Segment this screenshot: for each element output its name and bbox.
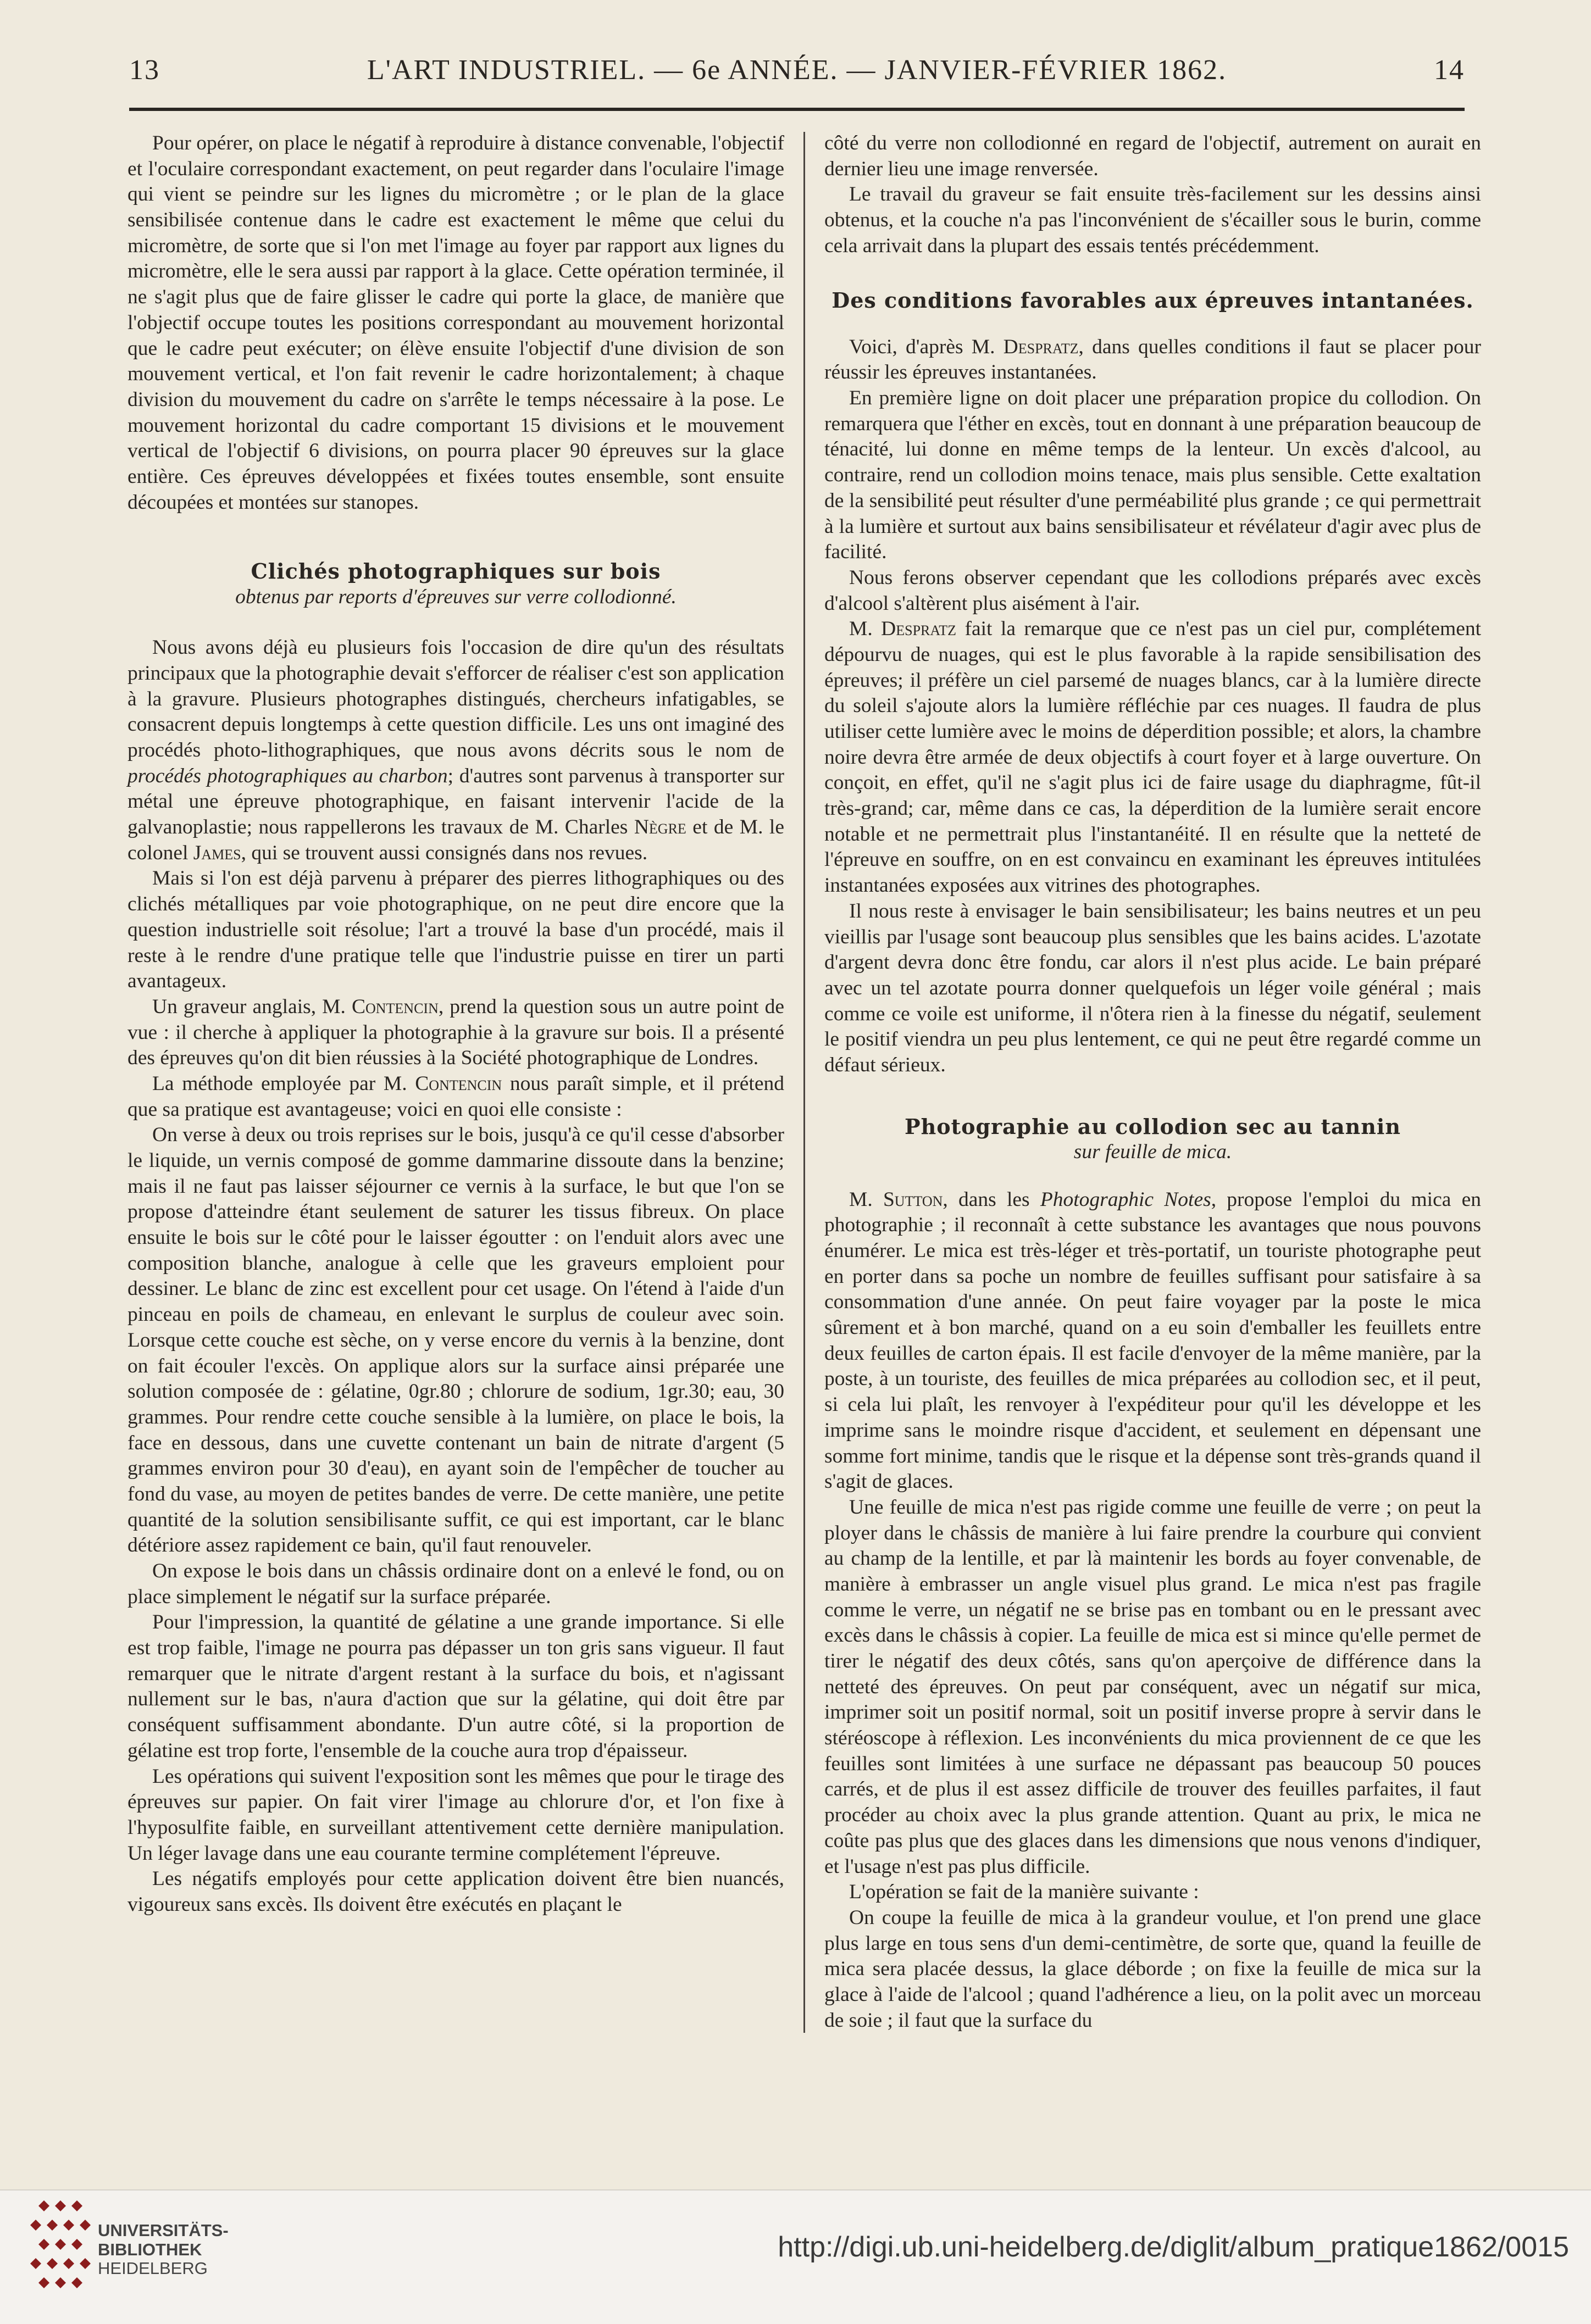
italic-term: procédés photographiques au charbon xyxy=(127,764,448,787)
person-name: Despratz xyxy=(1003,335,1079,358)
paragraph: Voici, d'après M. Despratz, dans quelles conditions il faut se placer pour réussir les épreuves instantanées. xyxy=(824,335,1482,384)
left-column xyxy=(127,131,784,1918)
paragraph: Le travail du graveur se fait ensuite très-facilement sur les dessins ainsi obtenus, et la couche n'a pas l'inconvénient de s'écailler sous le burin, comme cela arrivait dans la plupart des essais tentés précédemment. xyxy=(824,183,1481,257)
paragraph: Nous ferons observer cependant que les collodions préparés avec excès d'alcool s'altèrent plus aisément à l'air. xyxy=(824,566,1481,615)
section-title: Des conditions favorables aux épreuves intantanées. xyxy=(831,288,1474,313)
paragraph: Une feuille de mica n'est pas rigide comme une feuille de verre ; on peut la ployer dans le châssis de manière à lui faire prendre la courbure qui convient au champ de la lentille, et par là maintenir les bords au foyer convenable, de manière à embrasser un angle visuel plus grand. Le mica n'est pas fragile comme le verre, un négatif ne se brise pas en tombant ou en le pressant avec excès dans le châssis à copier. La feuille de mica est si mince qu'elle permet de tirer le négatif des deux côtés, sans qu'on aperçoive de différence dans la netteté des épreuves. On peut par conséquent, avec un négatif sur mica, imprimer soit un positif normal, soit un positif inverse propre à servir dans le stéréoscope à réflexion. Les inconvénients du mica proviennent de ce que les feuilles sont limitées à une surface ne dépassant pas beaucoup 50 pouces carrés, et de plus il est assez difficile de trouver des feuilles parfaites, il faut procéder au choix avec la plus grande attention. Quant au prix, le mica ne coûte pas plus que des glaces dans les dimensions que nous venons d'indiquer, et l'usage n'est pas plus difficile. xyxy=(824,1495,1481,1878)
column-divider xyxy=(803,132,805,2033)
paragraph: Un graveur anglais, M. Contencin, prend la question sous un autre point de vue : il cherche à appliquer la photographie à la gravure sur bois. Il a présenté des épreuves qu'on dit bien réussies à la Société photographique de Londres. xyxy=(127,995,784,1070)
section-subtitle: obtenus par reports d'épreuves sur verre collodionné. xyxy=(235,585,677,608)
paragraph: M. Despratz fait la remarque que ce n'est pas un ciel pur, complétement dépourvu de nuages, qui est le plus favorable à la rapide sensibilisation des épreuves; il préfère un ciel parsemé de nuages blancs, car à la lumière directe du soleil s'ajoute alors la lumière réfléchie par ces nuages. Il faudra de plus utiliser cette lumière avec le moins de déperdition possible; et alors, la chambre noire devra être armée de deux objectifs à court foyer et à large ouverture. On conçoit, en effet, qu'il ne s'agit plus ici de faire usage du diaphragme, fût-il très-grand; car, même dans ce cas, la déperdition de la lumière serait encore notable et ne permettrait plus l'instantanéité. Il en résulte que la netteté de l'épreuve en souffre, on en est convaincu en examinant les épreuves intitulées instantanées exposées aux vitrines des photographes. xyxy=(824,618,1482,897)
person-name: Contencin xyxy=(415,1072,502,1095)
section-subtitle: sur feuille de mica. xyxy=(1073,1140,1232,1163)
header-rule xyxy=(129,108,1465,111)
person-name: Contencin xyxy=(351,995,439,1018)
italic-term: Photographic Notes xyxy=(1040,1188,1211,1211)
paragraph: On verse à deux ou trois reprises sur le bois, jusqu'à ce qu'il cesse d'absorber le liquide, un vernis composé de gomme dammarine dissoute dans la benzine; mais il ne faut pas laisser séjourner ce vernis à la surface, le but que l'on se propose d'atteindre étant seulement de saturer les tissus fibreux. On place ensuite le bois sur le côté pour le laisser égoutter : on l'enduit alors avec une composition blanche, analogue à celle que les graveurs emploient pour dessiner. Le blanc de zinc est excellent pour cet usage. On l'étend à l'aide d'un pinceau en poils de chameau, en enlevant le surplus de couleur avec soin. Lorsque cette couche est sèche, on y verse encore du vernis à la benzine, dont on fait écouler l'excès. On applique alors sur la surface ainsi préparée une solution composée de : gélatine, 0gr.80 ; chlorure de sodium, 1gr.30; eau, 30 grammes. Pour rendre cette couche sensible à la lumière, on place le bois, la face en dessous, dans une cuvette contenant un bain de nitrate d'argent (5 grammes environ pour 30 d'eau), en ayant soin de l'empêcher de toucher au fond du vase, au moyen de petites bandes de verre. De cette manière, une petite quantité de la solution sensibilisante suffit, ce qui est important, car le blanc détériore assez rapidement ce bain, qu'il faut renouveler. xyxy=(127,1124,784,1557)
right-column xyxy=(824,131,1481,2033)
section-title: Clichés photographiques sur bois xyxy=(251,559,661,584)
running-header xyxy=(129,48,1465,93)
paragraph: On coupe la feuille de mica à la grandeur voulue, et l'on prend une glace plus large en tous sens d'un demi-centimètre, de sorte que, quand la feuille de mica sera placée dessus, la glace déborde ; on fixe la feuille de mica sur la glace à l'aide de l'alcool ; quand l'adhérence a lieu, on la polit avec un morceau de soie ; il faut que la surface du xyxy=(824,1906,1481,2032)
paragraph: Les négatifs employés pour cette application doivent être bien nuancés, vigoureux sans excès. Ils doivent être exécutés en plaçant le xyxy=(127,1867,784,1916)
paragraph: En première ligne on doit placer une préparation propice du collodion. On remarquera que l'éther en excès, tout en donnant à une préparation beaucoup de ténacité, lui donne en même temps de la lenteur. Un excès d'alcool, au contraire, rend un collodion moins tenace, mais plus sensible. Cette exaltation de la sensibilité peut résulter d'une perméabilité plus grande ; ce qui permettrait à la lumière et surtout aux bains sensibilisateur et révélateur d'agir avec plus de facilité. xyxy=(824,387,1481,564)
paragraph: Mais si l'on est déjà parvenu à préparer des pierres lithographiques ou des clichés métalliques par voie photographique, on ne peut dire encore que la question industrielle soit résolue; l'art a trouvé la base d'un procédé, mais il reste à le rendre d'une pratique telle que l'industrie puisse en tirer un parti avantageux. xyxy=(127,867,784,993)
source-url-link[interactable]: http://digi.ub.uni-heidelberg.de/diglit/album_pratique1862/0015 xyxy=(778,2231,1569,2263)
person-name: James xyxy=(193,841,241,864)
paragraph: La méthode employée par M. Contencin nous paraît simple, et il prétend que sa pratique est avantageuse; voici en quoi elle consiste : xyxy=(127,1072,784,1121)
paragraph: Pour l'impression, la quantité de gélatine a une grande importance. Si elle est trop faible, l'image ne pourra pas dépasser un ton gris sans vigueur. Il faut remarquer que le nitrate d'argent restant à la surface du bois, et n'agissant nullement sur le bas, n'aura d'action que sur la gélatine, qui doit être par conséquent suffisamment abondante. D'un autre côté, si la proportion de gélatine est trop forte, l'ensemble de la couche aura trop d'épaisseur. xyxy=(127,1611,784,1762)
section-title: Photographie au collodion sec au tannin xyxy=(905,1114,1401,1139)
paragraph: côté du verre non collodionné en regard de l'objectif, autrement on aurait en dernier lieu une image renversée. xyxy=(824,132,1481,180)
page-number-left: 13 xyxy=(129,54,160,86)
paragraph: On expose le bois dans un châssis ordinaire dont on a enlevé le fond, ou on place simplement le négatif sur la surface préparée. xyxy=(127,1560,784,1608)
paragraph: L'opération se fait de la manière suivante : xyxy=(849,1881,1199,1904)
paragraph: Les opérations qui suivent l'exposition sont les mêmes que pour le tirage des épreuves sur papier. On fait virer l'image au chlorure d'or, et l'on fixe à l'hyposulfite faible, en surveillant attentivement cette dernière manipulation. Un léger lavage dans une eau courante termine complétement l'épreuve. xyxy=(127,1765,784,1865)
running-title: L'ART INDUSTRIEL. — 6e ANNÉE. — JANVIER-FÉVRIER 1862. xyxy=(367,54,1227,86)
library-logo-text: UNIVERSITÄTS- BIBLIOTHEK HEIDELBERG xyxy=(98,2221,229,2278)
university-seal-icon xyxy=(22,2195,93,2305)
page-number-right: 14 xyxy=(1434,54,1465,86)
person-name: Sutton xyxy=(883,1188,943,1211)
person-name: Despratz xyxy=(881,618,957,641)
paragraph: Pour opérer, on place le négatif à reproduire à distance convenable, l'objectif et l'oculaire correspondant exactement, on peut regarder dans l'oculaire l'image qui vient se peindre sur les lignes du micromètre ; or le plan de la glace sensibilisée contenue dans le cadre est exactement le même que celui du micromètre, de sorte que si l'on met l'image au foyer par rapport aux lignes du micromètre, elle le sera aussi par rapport à la glace. Cette opération terminée, il ne s'agit plus que de faire glisser le cadre qui porte la glace, de manière que l'objectif occupe toutes les positions correspondant au mouvement horizontal que le cadre peut exécuter; on élève ensuite l'objectif d'une division de son mouvement vertical, et l'on fait revenir le cadre horizontalement; à chaque division du mouvement du cadre on s'arrête le temps nécessaire à la pose. Le mouvement horizontal du cadre comportant 15 divisions et le mouvement vertical de l'objectif 6 divisions, on pourra placer 90 épreuves sur la glace entière. Ces épreuves développées et fixées toutes ensemble, sont ensuite découpées et montées sur stanopes. xyxy=(127,132,784,514)
paragraph: Il nous reste à envisager le bain sensibilisateur; les bains neutres et un peu vieillis par l'usage sont beaucoup plus sensibles que les bains acides. L'azotate d'argent devra donc être fondu, car alors il n'est plus acide. Le bain préparé avec un tel azotate pourra donner quelquefois un léger voile général ; mais comme ce voile est uniforme, il n'ôtera rien à la finesse du négatif, seulement le positif viendra un peu plus lentement, ce qui ne peut être regardé comme un défaut sérieux. xyxy=(824,899,1481,1076)
person-name: Nègre xyxy=(634,816,686,839)
paragraph: M. Sutton, dans les Photographic Notes, propose l'emploi du mica en photographie ; il reconnaît à cette substance les avantages que nous pouvons énumérer. Le mica est très-léger et très-portatif, un touriste photographe peut en porter dans sa poche un nombre de feuilles suffisant pour satisfaire à sa consommation d'une année. On peut faire voyager par la poste le mica sûrement et à bon marché, quand on a eu soin d'emballer les feuillets entre deux feuilles de carton épais. Il est facile d'envoyer de la même manière, par la poste, à un touriste, des feuilles de mica préparées au collodion sec, et il peut, si cela lui plaît, les renvoyer à l'expéditeur pour qu'il les développe et les imprime sans le moindre risque d'accident, et seulement en dépensant une somme fort minime, tandis que le risque et la dépense sont très-grands quand il s'agit de glaces. xyxy=(824,1188,1481,1493)
paragraph: Nous avons déjà eu plusieurs fois l'occasion de dire qu'un des résultats principaux que la photographie devait s'efforcer de réaliser c'est son application à la gravure. Plusieurs photographes distingués, chercheurs infatigables, se consacrent depuis longtemps à cette question difficile. Les uns ont imaginé des procédés photo-lithographiques, que nous avons décrits sous le nom de procédés photographiques au charbon; d'autres sont parvenus à transporter sur métal une épreuve photographique, en faisant intervenir l'acide de la galvanoplastie; nous rappellerons les travaux de M. Charles Nègre et de M. le colonel James, qui se trouvent aussi consignés dans nos revues. xyxy=(127,636,784,864)
